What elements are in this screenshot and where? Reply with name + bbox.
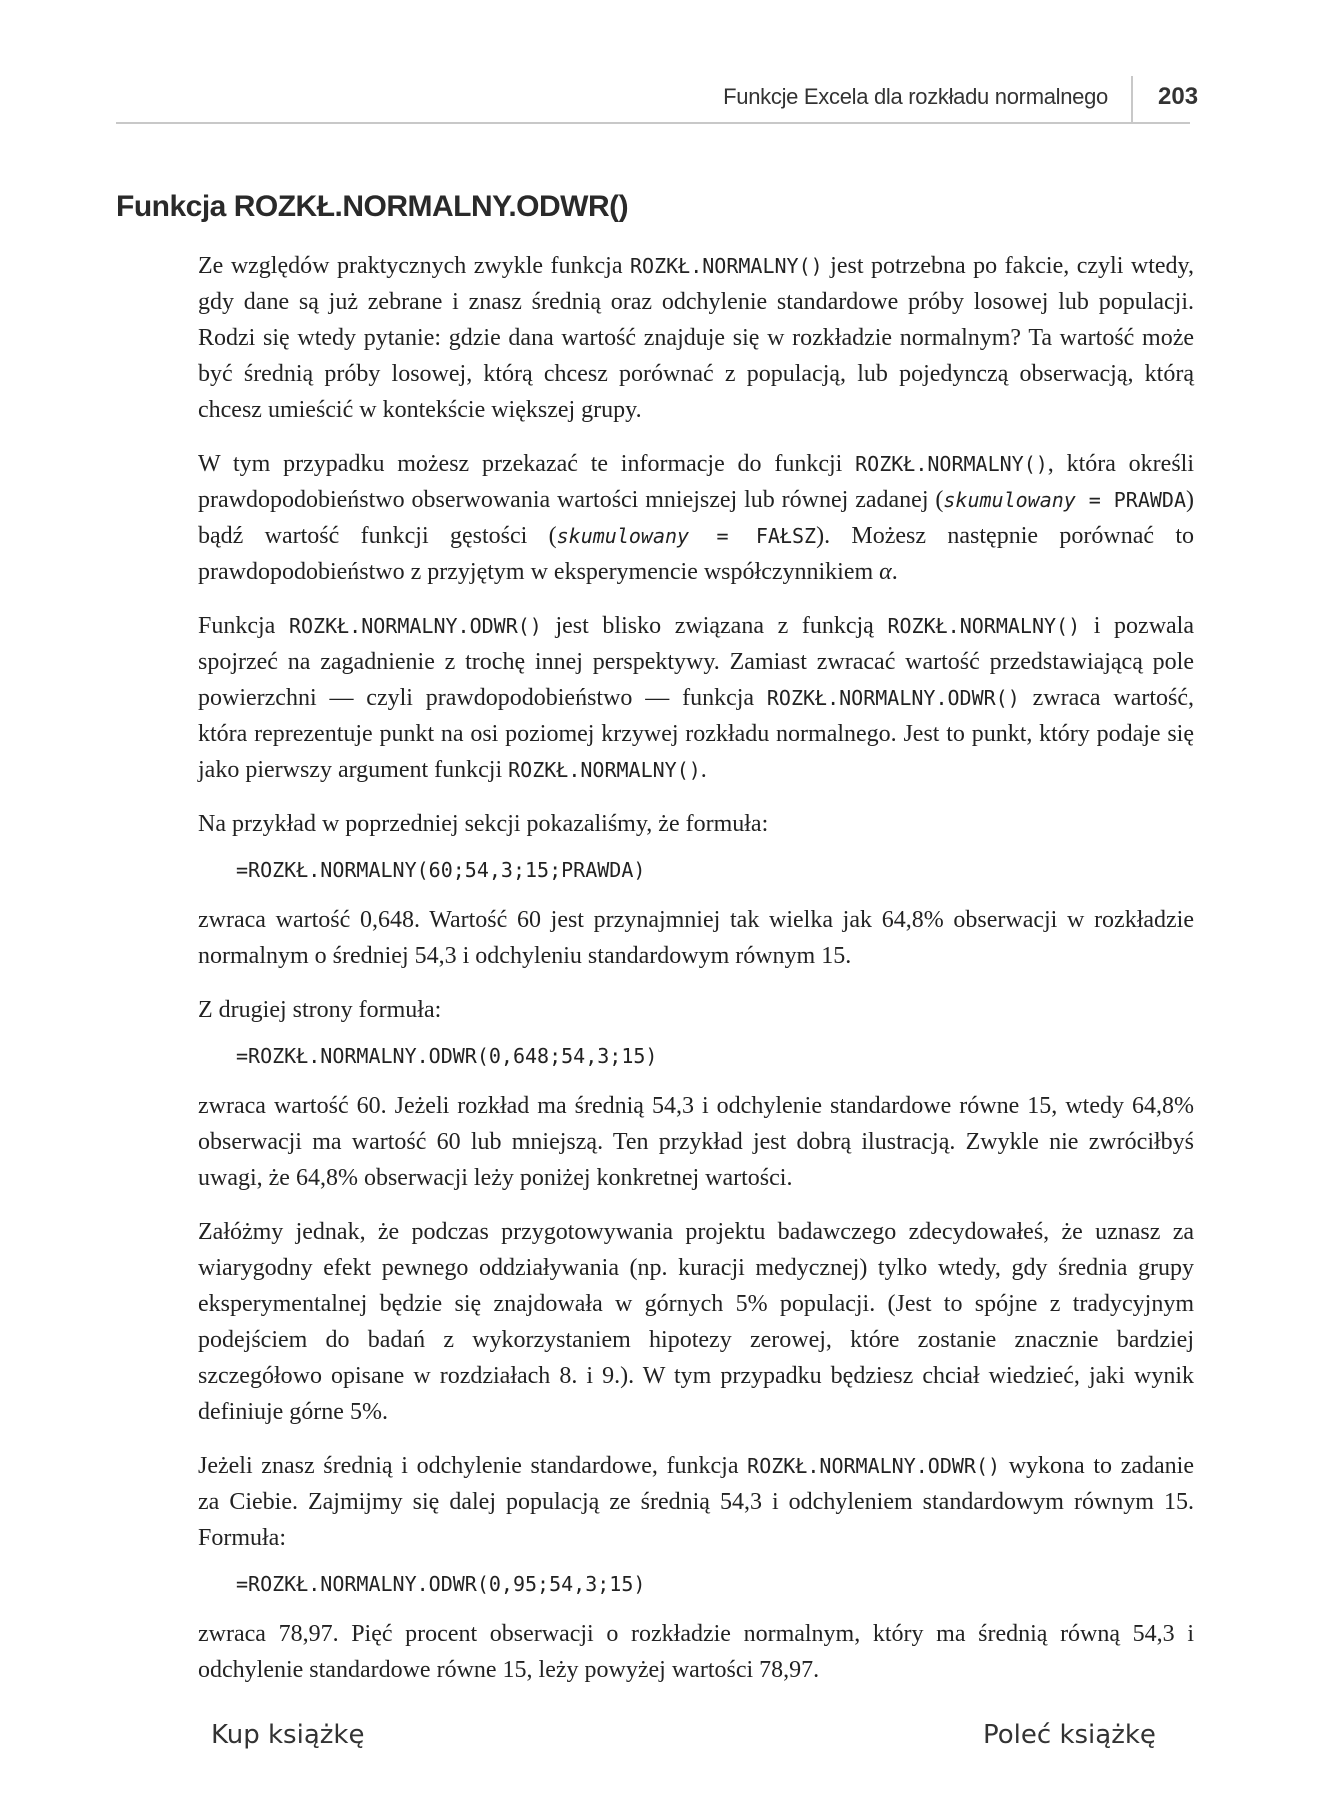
paragraph-3 [198, 608, 1194, 788]
text: . [700, 757, 707, 783]
running-head: Funkcje Excela dla rozkładu normalnego [723, 84, 1108, 109]
formula-example-2: =ROZKŁ.NORMALNY.ODWR(0,648;54,3;15) [236, 1044, 658, 1068]
section-title: Funkcja ROZKŁ.NORMALNY.ODWR() [116, 190, 629, 223]
text: W tym przypadku możesz przekazać te informacje do funkcji [198, 451, 856, 477]
text: ) bądź wartość funkcji gęstości ( [198, 487, 1194, 549]
text: , która określi prawdopodobieństwo obserwowania wartości mniejszej lub równej zadanej ( [198, 451, 1195, 513]
code-inline: = PRAWDA [1075, 488, 1186, 512]
code-inline: ROZKŁ.NORMALNY() [508, 758, 701, 782]
code-inline: ROZKŁ.NORMALNY() [855, 452, 1048, 476]
header-rule [116, 122, 1190, 124]
text: Jeżeli znasz średnią i odchylenie standardowe, funkcja [198, 1453, 748, 1479]
text: wykona to zadanie za Ciebie. Zajmijmy się dalej populacją ze średnią 54,3 i odchyleniem standardowym równym 15. Formuła: [198, 1453, 1194, 1551]
header-divider [1131, 76, 1133, 122]
argument-name: skumulowany [556, 524, 690, 548]
text: i pozwala spojrzeć na zagadnienie z trochę innej perspektywy. Zamiast zwracać wartość przedstawiającą pole powierzchni — czyli prawdopodobieństwo — funkcja [198, 613, 1194, 711]
text: Ze względów praktycznych zwykle funkcja [198, 253, 631, 279]
recommend-book-link[interactable]: Poleć książkę [983, 1720, 1156, 1750]
alpha-symbol: α [879, 559, 892, 585]
text: zwraca wartość, która reprezentuje punkt na osi poziomej krzywej rozkładu normalnego. Jest to punkt, który podaje się jako pierwszy argument funkcji [198, 685, 1194, 783]
code-inline: ROZKŁ.NORMALNY.ODWR() [747, 1454, 1001, 1478]
paragraph-7 [198, 1088, 1194, 1196]
text: zwraca wartość 0,648. Wartość 60 jest przynajmniej tak wielka jak 64,8% obserwacji w rozkładzie normalnym o średniej 54,3 i odchyleniu standardowym równym 15. [198, 907, 1194, 969]
body-text [198, 248, 1194, 1706]
code-inline: ROZKŁ.NORMALNY() [630, 254, 823, 278]
code-inline: ROZKŁ.NORMALNY() [887, 614, 1081, 638]
paragraph-9 [198, 1448, 1194, 1556]
paragraph-1 [198, 248, 1194, 428]
paragraph-5 [198, 902, 1194, 974]
text: jest potrzebna po fakcie, czyli wtedy, gdy dane są już zebrane i znasz średnią oraz odchylenie standardowe próby losowej lub populacji. Rodzi się wtedy pytanie: gdzie dana wartość znajduje się w rozkładzie normalnym? Ta wartość może być średnią próby losowej, którą chcesz porównać z populacją, lub pojedynczą obserwacją, którą chcesz umieścić w kontekście większej grupy. [198, 253, 1194, 423]
paragraph-4 [198, 806, 1194, 842]
paragraph-8 [198, 1214, 1194, 1430]
code-inline: ROZKŁ.NORMALNY.ODWR() [766, 686, 1020, 710]
paragraph-6 [198, 992, 1194, 1028]
page-number: 203 [1158, 83, 1199, 110]
code-inline: = FAŁSZ [689, 524, 817, 548]
text: Na przykład w poprzedniej sekcji pokazaliśmy, że formuła: [198, 811, 769, 837]
argument-name: skumulowany [943, 488, 1076, 512]
buy-book-link[interactable]: Kup książkę [211, 1720, 365, 1750]
code-inline: ROZKŁ.NORMALNY.ODWR() [288, 614, 542, 638]
text: zwraca 78,97. Pięć procent obserwacji o rozkładzie normalnym, który ma średnią równą 54,3 i odchylenie standardowe równe 15, leży powyżej wartości 78,97. [198, 1621, 1194, 1683]
formula-example-1: =ROZKŁ.NORMALNY(60;54,3;15;PRAWDA) [236, 858, 646, 882]
text: Z drugiej strony formuła: [198, 997, 442, 1023]
text: Załóżmy jednak, że podczas przygotowywania projektu badawczego zdecydowałeś, że uznasz za wiarygodny efekt pewnego oddziaływania (np. kuracji medycznej) tylko wtedy, gdy średnia grupy eksperymentalnej będzie się znajdowała w górnych 5% populacji. (Jest to spójne z tradycyjnym podejściem do badań z wykorzystaniem hipotezy zerowej, które zostanie znacznie bardziej szczegółowo opisane w rozdziałach 8. i 9.). W tym przypadku będziesz chciał wiedzieć, jaki wynik definiuje górne 5%. [198, 1219, 1194, 1425]
text: ). Możesz następnie porównać to prawdopodobieństwo z przyjętym w eksperymencie współczynnikiem [198, 523, 1195, 585]
text: jest blisko związana z funkcją [541, 613, 888, 639]
text: zwraca wartość 60. Jeżeli rozkład ma średnią 54,3 i odchylenie standardowe równe 15, wtedy 64,8% obserwacji ma wartość 60 lub mniejszą. Ten przykład jest dobrą ilustracją. Zwykle nie zwróciłbyś uwagi, że 64,8% obserwacji leży poniżej konkretnej wartości. [198, 1093, 1194, 1191]
text: . [891, 559, 898, 585]
paragraph-2 [198, 446, 1194, 590]
text: Funkcja [198, 613, 289, 639]
formula-example-3: =ROZKŁ.NORMALNY.ODWR(0,95;54,3;15) [236, 1572, 646, 1596]
paragraph-10 [198, 1616, 1194, 1688]
